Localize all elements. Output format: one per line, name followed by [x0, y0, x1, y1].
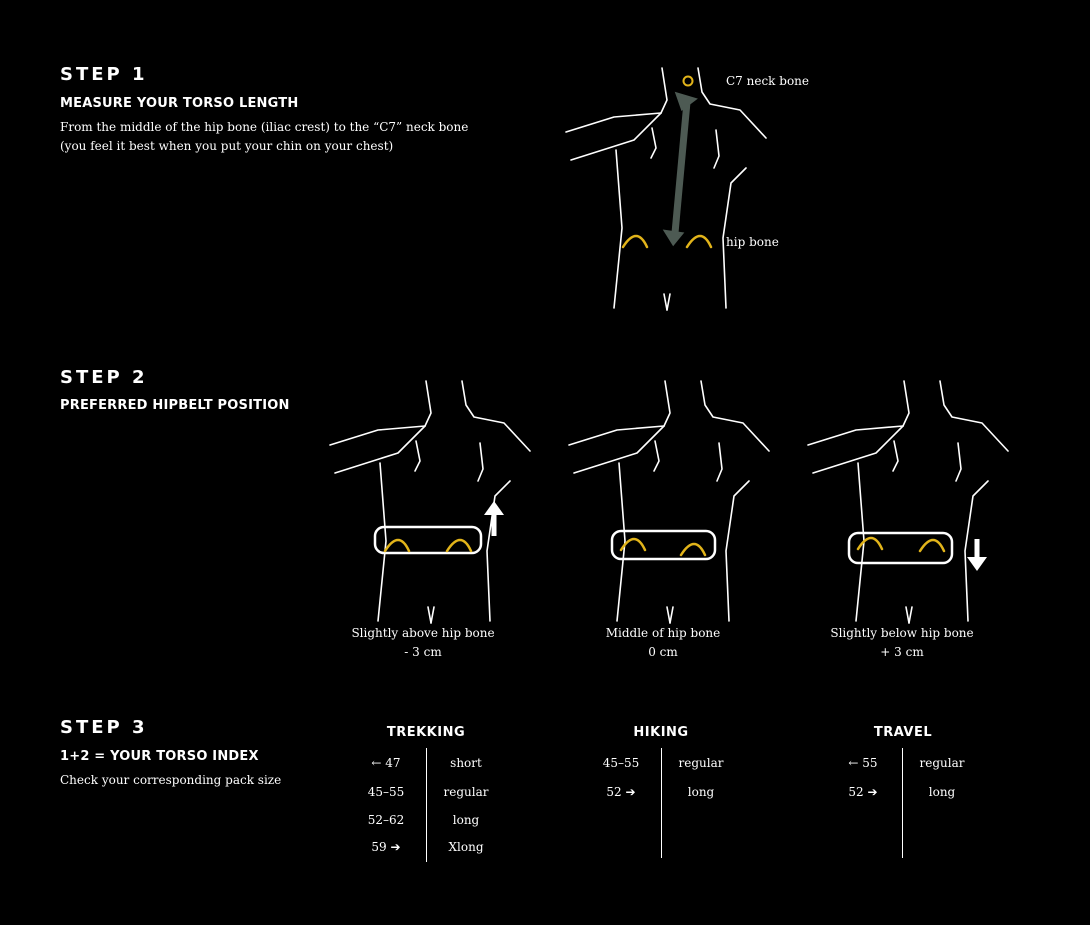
- trekking-size-4: Xlong: [448, 840, 484, 854]
- travel-divider: [902, 748, 903, 858]
- torso-measure-diagram: [566, 68, 786, 328]
- trekking-heading: TREKKING: [386, 725, 466, 740]
- right-hip-bone-marker: [687, 236, 711, 247]
- position-above-label: Slightly above hip bone: [351, 626, 495, 640]
- trekking-range-3: 52–62: [367, 813, 405, 827]
- step3-subtitle: 1+2 = YOUR TORSO INDEX: [60, 749, 259, 764]
- c7-neck-bone-marker: [684, 77, 693, 86]
- torso-length-arrow: [663, 89, 700, 248]
- position-above-offset: - 3 cm: [404, 645, 442, 659]
- travel-size-2: long: [928, 785, 956, 799]
- hiking-size-1: regular: [678, 756, 724, 770]
- travel-heading: TRAVEL: [873, 725, 933, 740]
- trekking-range-4: 59 ➔: [371, 840, 401, 854]
- trekking-size-2: regular: [443, 785, 489, 799]
- hiking-heading: HIKING: [633, 725, 689, 740]
- step1-description-line2: (you feel it best when you put your chin on your chest): [60, 139, 394, 153]
- travel-range-2: 52 ➔: [848, 785, 878, 799]
- step3-title: STEP 3: [60, 717, 148, 738]
- trekking-range-2: 45–55: [367, 785, 405, 799]
- torso-outline: [330, 381, 530, 623]
- step1-description-line1: From the middle of the hip bone (iliac crest) to the “C7” neck bone: [60, 120, 469, 134]
- step3-description: Check your corresponding pack size: [60, 773, 282, 787]
- arrow-down-icon: [967, 539, 987, 571]
- travel-range-1: ← 55: [848, 756, 878, 770]
- hipbelt: [375, 527, 481, 553]
- position-below-offset: + 3 cm: [880, 645, 924, 659]
- left-hip-bone-marker: [858, 538, 882, 549]
- hiking-range-1: 45–55: [602, 756, 640, 770]
- torso-outline: [566, 68, 766, 310]
- hipbelt-below-diagram: [808, 381, 1008, 626]
- torso-outline: [569, 381, 769, 623]
- hipbelt-middle-diagram: [569, 381, 769, 626]
- left-hip-bone-marker: [623, 236, 647, 247]
- hip-bone-label: hip bone: [726, 235, 779, 249]
- position-below-label: Slightly below hip bone: [830, 626, 974, 640]
- step1-subtitle: MEASURE YOUR TORSO LENGTH: [60, 96, 299, 111]
- c7-label: C7 neck bone: [726, 74, 810, 88]
- right-hip-bone-marker: [920, 540, 944, 551]
- trekking-divider: [426, 748, 427, 862]
- hiking-size-2: long: [687, 785, 715, 799]
- right-hip-bone-marker: [681, 544, 705, 555]
- trekking-size-1: short: [450, 756, 482, 770]
- arrow-up-icon: [484, 501, 504, 536]
- hiking-range-2: 52 ➔: [606, 785, 636, 799]
- hipbelt-above-diagram: [330, 381, 530, 626]
- left-hip-bone-marker: [385, 540, 409, 551]
- hiking-divider: [661, 748, 662, 858]
- position-middle-label: Middle of hip bone: [605, 626, 721, 640]
- travel-size-1: regular: [919, 756, 965, 770]
- position-middle-offset: 0 cm: [648, 645, 678, 659]
- step1-title: STEP 1: [60, 64, 148, 85]
- step2-subtitle: PREFERRED HIPBELT POSITION: [60, 398, 290, 413]
- trekking-size-3: long: [452, 813, 480, 827]
- trekking-range-1: ← 47: [371, 756, 401, 770]
- step2-title: STEP 2: [60, 367, 148, 388]
- right-hip-bone-marker: [447, 540, 471, 551]
- torso-outline: [808, 381, 1008, 623]
